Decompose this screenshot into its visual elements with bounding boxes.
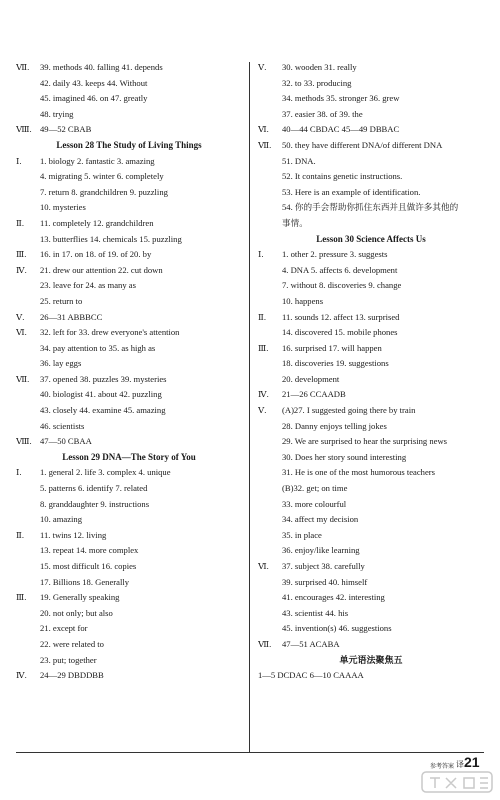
answer-text: 26—31 ABBBCC [40, 311, 103, 322]
answer-text: 19. Generally speaking [40, 592, 120, 603]
answer-line [258, 185, 484, 201]
answer-line [258, 637, 484, 653]
answer-text: 37. opened 38. puzzles 39. mysteries [40, 373, 167, 384]
answer-line [16, 528, 242, 544]
section-numeral: Ⅲ. [16, 592, 27, 603]
answer-line [16, 154, 242, 170]
answer-text: 46. scientists [40, 420, 85, 431]
answer-text: (B)32. get; on time [282, 483, 348, 494]
answer-line [16, 512, 242, 528]
answer-text: 25. return to [40, 295, 83, 306]
answer-text: 10. amazing [40, 514, 82, 525]
section-numeral: Ⅶ. [258, 139, 272, 150]
page-prefix: 译 [456, 760, 464, 769]
answer-line [258, 606, 484, 622]
answer-line [258, 356, 484, 372]
section-numeral: Ⅲ. [258, 342, 269, 353]
answer-line [16, 247, 242, 263]
answer-line [258, 138, 484, 154]
answer-text: 30. wooden 31. really [282, 62, 357, 72]
section-numeral: Ⅰ. [258, 249, 264, 260]
answer-text: 47—51 ACABA [282, 638, 340, 649]
answer-line [258, 450, 484, 466]
answer-line [258, 341, 484, 357]
answer-text: 42. daily 43. keeps 44. Without [40, 77, 148, 88]
watermark-logo-icon [420, 768, 494, 796]
section-numeral: Ⅱ. [258, 311, 266, 322]
answer-line [16, 216, 242, 232]
answer-text: 30. Does her story sound interesting [282, 451, 407, 462]
answer-line [16, 419, 242, 435]
answer-line [16, 497, 242, 513]
column-divider [249, 62, 250, 752]
answer-line [16, 325, 242, 341]
answer-line [258, 122, 484, 138]
answer-line [258, 325, 484, 341]
answer-text: 22. were related to [40, 638, 104, 649]
section-numeral: Ⅰ. [16, 155, 22, 166]
answer-line [16, 263, 242, 279]
answer-text: 33. more colourful [282, 498, 347, 509]
answer-text: 24—29 DBDDBB [40, 670, 104, 681]
section-numeral: Ⅵ. [16, 327, 27, 338]
answer-text: 45. imagined 46. on 47. greatly [40, 93, 148, 104]
answer-text: 34. methods 35. stronger 36. grew [282, 93, 400, 104]
answer-text: 16. in 17. on 18. of 19. of 20. by [40, 249, 152, 260]
answer-line [258, 200, 484, 216]
answer-line [16, 169, 242, 185]
answer-text: (A)27. I suggested going there by train [282, 405, 416, 416]
answer-line [16, 653, 242, 669]
answer-line [258, 559, 484, 575]
answer-line [258, 154, 484, 170]
left-column [16, 60, 242, 684]
answer-line [16, 465, 242, 481]
answer-line [258, 528, 484, 544]
answer-line [258, 107, 484, 123]
answer-line [258, 247, 484, 263]
answer-text: 37. easier 38. of 39. the [282, 108, 363, 119]
answer-line [258, 668, 484, 684]
answer-text: 11. sounds 12. affect 13. surprised [282, 311, 400, 322]
answer-text: 34. affect my decision [282, 514, 359, 525]
answer-line [258, 497, 484, 513]
section-numeral: Ⅷ. [16, 436, 32, 447]
footer-label: 参考答案 [430, 763, 455, 770]
lesson-heading: Lesson 30 Science Affects Us [316, 233, 426, 244]
answer-line [258, 543, 484, 559]
answer-line [258, 512, 484, 528]
answer-line [258, 372, 484, 388]
answer-text: 15. most difficult 16. copies [40, 561, 137, 571]
section-numeral: Ⅶ. [16, 62, 30, 72]
answer-line [16, 232, 242, 248]
answer-line [258, 621, 484, 637]
section-numeral: Ⅴ. [258, 405, 267, 416]
answer-line [16, 185, 242, 201]
answer-line [16, 543, 242, 559]
answer-line [16, 200, 242, 216]
answer-line [258, 481, 484, 497]
section-numeral: Ⅱ. [16, 217, 24, 228]
answer-text: 23. leave for 24. as many as [40, 280, 136, 291]
answer-line [16, 91, 242, 107]
answer-line [258, 278, 484, 294]
answer-text: 43. scientist 44. his [282, 607, 349, 618]
answer-line [16, 668, 242, 684]
section-numeral: Ⅲ. [16, 249, 27, 260]
answer-line [16, 122, 242, 138]
answer-text: 事情。 [282, 217, 308, 228]
answer-line [16, 481, 242, 497]
lesson-heading: 单元语法聚焦五 [339, 654, 403, 665]
answer-text: 10. mysteries [40, 202, 86, 213]
answer-line [258, 91, 484, 107]
answer-text: 4. DNA 5. affects 6. development [282, 264, 398, 275]
answer-line [16, 356, 242, 372]
answer-line [258, 419, 484, 435]
answer-text: 13. butterflies 14. chemicals 15. puzzling [40, 233, 182, 244]
answer-text: 52. It contains genetic instructions. [282, 171, 403, 182]
answer-text: 50. they have different DNA/of different DNA [282, 139, 443, 150]
answer-line [16, 278, 242, 294]
answer-line [16, 590, 242, 606]
section-numeral: Ⅷ. [16, 124, 32, 135]
answer-line [258, 263, 484, 279]
answer-text: 8. granddaughter 9. instructions [40, 498, 150, 509]
answer-text: 21. except for [40, 623, 88, 634]
section-numeral: Ⅳ. [16, 670, 27, 681]
answer-line [16, 575, 242, 591]
answer-text: 21. drew our attention 22. cut down [40, 264, 163, 275]
answer-text: 4. migrating 5. winter 6. completely [40, 171, 164, 182]
section-numeral: Ⅳ. [258, 389, 269, 400]
answer-text: 1. biology 2. fantastic 3. amazing [40, 155, 155, 166]
answer-text: 14. discovered 15. mobile phones [282, 327, 398, 338]
answer-text: 23. put; together [40, 654, 97, 665]
answer-line [16, 621, 242, 637]
section-numeral: Ⅴ. [16, 311, 25, 322]
answer-text: 20. development [282, 373, 340, 384]
answer-line [16, 294, 242, 310]
answer-text: 18. discoveries 19. suggestions [282, 358, 389, 369]
answer-line [258, 465, 484, 481]
lesson-heading: Lesson 29 DNA—The Story of You [62, 451, 196, 462]
answer-text: 39. surprised 40. himself [282, 576, 368, 587]
answer-text: 10. happens [282, 295, 324, 306]
answer-text: 54. 你的手会帮助你抓住东西并且做许多其他的 [282, 202, 459, 213]
answer-text: 11. completely 12. grandchildren [40, 217, 154, 228]
answer-text: 21—26 CCAADB [282, 389, 346, 400]
answer-text: 34. pay attention to 35. as high as [40, 342, 156, 353]
answer-text: 40—44 CBDAC 45—49 DBBAC [282, 124, 400, 135]
answer-line [258, 294, 484, 310]
section-numeral: Ⅵ. [258, 561, 269, 571]
answer-line [258, 60, 484, 76]
answer-text: 29. We are surprised to hear the surprising news [282, 436, 448, 447]
answer-text: 39. methods 40. falling 41. depends [40, 62, 163, 72]
answer-text: 11. twins 12. living [40, 529, 107, 540]
lesson-heading: Lesson 28 The Study of Living Things [56, 139, 202, 150]
answer-text: 7. without 8. discoveries 9. change [282, 280, 402, 291]
answer-text: 1—5 DCDAC 6—10 CAAAA [258, 670, 364, 681]
section-numeral: Ⅰ. [16, 467, 22, 478]
answer-text: 37. subject 38. carefully [282, 561, 365, 571]
answer-line [258, 169, 484, 185]
answer-line [16, 60, 242, 76]
answer-text: 17. Billions 18. Generally [40, 576, 130, 587]
answer-text: 45. invention(s) 46. suggestions [282, 623, 392, 634]
section-numeral: Ⅱ. [16, 529, 24, 540]
answer-text: 43. closely 44. examine 45. amazing [40, 405, 166, 416]
answer-line [258, 76, 484, 92]
answer-text: 20. not only; but also [40, 607, 113, 618]
page-number-value: 21 [464, 754, 480, 770]
answer-line [16, 434, 242, 450]
section-numeral: Ⅴ. [258, 62, 267, 72]
section-numeral: Ⅳ. [16, 264, 27, 275]
answer-line [16, 76, 242, 92]
answer-text: 49—52 CBAB [40, 124, 92, 135]
answer-text: 41. encourages 42. interesting [282, 592, 385, 603]
section-numeral: Ⅶ. [16, 373, 30, 384]
answer-line [16, 341, 242, 357]
answer-text: 16. surprised 17. will happen [282, 342, 382, 353]
answer-line [258, 590, 484, 606]
answer-line [16, 637, 242, 653]
answer-text: 32. left for 33. drew everyone's attention [40, 327, 180, 338]
answer-line [16, 372, 242, 388]
answer-text: 47—50 CBAA [40, 436, 92, 447]
answer-text: 1. general 2. life 3. complex 4. unique [40, 467, 171, 478]
answer-line [258, 216, 484, 232]
answer-text: 28. Danny enjoys telling jokes [282, 420, 387, 431]
answer-text: 53. Here is an example of identification. [282, 186, 421, 197]
section-numeral: Ⅵ. [258, 124, 269, 135]
answer-text: 51. DNA. [282, 155, 316, 166]
answer-line [258, 434, 484, 450]
answer-line [258, 403, 484, 419]
answer-line [16, 310, 242, 326]
right-column [258, 60, 484, 684]
answer-line [258, 575, 484, 591]
answer-text: 36. lay eggs [40, 358, 82, 369]
answer-line [16, 387, 242, 403]
answer-text: 31. He is one of the most humorous teachers [282, 467, 435, 478]
answer-line [16, 403, 242, 419]
answer-line [16, 107, 242, 123]
answer-text: 48. trying [40, 108, 74, 119]
answer-line [258, 387, 484, 403]
answer-text: 35. in place [282, 529, 322, 540]
answer-line [258, 310, 484, 326]
answer-line [16, 606, 242, 622]
section-numeral: Ⅶ. [258, 638, 272, 649]
answer-text: 5. patterns 6. identify 7. related [40, 483, 148, 494]
answer-text: 40. biologist 41. about 42. puzzling [40, 389, 162, 400]
answer-text: 7. return 8. grandchildren 9. puzzling [40, 186, 168, 197]
answer-text: 13. repeat 14. more complex [40, 545, 139, 556]
answer-text: 36. enjoy/like learning [282, 545, 360, 556]
footer-rule [16, 752, 484, 753]
answer-line [16, 559, 242, 575]
answer-text: 1. other 2. pressure 3. suggests [282, 249, 388, 260]
answer-text: 32. to 33. producing [282, 77, 352, 88]
